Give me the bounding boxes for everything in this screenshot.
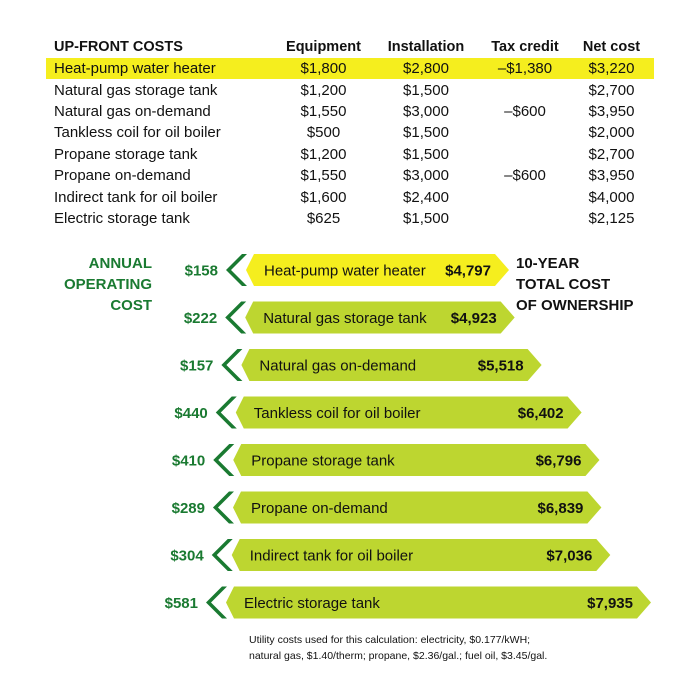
table-cell: Indirect tank for oil boiler	[54, 188, 218, 206]
table-cell: Tankless coil for oil boiler	[54, 124, 221, 142]
total-cost-label: $6,796	[535, 452, 582, 470]
table-cell: $1,800	[276, 58, 371, 79]
bar-left-tab	[216, 397, 237, 429]
table-cell: $3,000	[403, 167, 449, 185]
annual-cost-label: $304	[170, 547, 204, 565]
table-cell: $3,950	[588, 102, 635, 120]
header-equipment: Equipment	[286, 39, 361, 55]
bar-left-tab	[206, 587, 227, 619]
table-cell: –$600	[504, 102, 546, 120]
table-cell: Heat-pump water heater	[46, 58, 276, 79]
bar-category-label: Natural gas on-demand	[259, 357, 417, 375]
header-tax-credit: Tax credit	[491, 39, 559, 55]
bar-left-tab	[213, 444, 234, 476]
annual-operating-cost-label: ANNUAL OPERATING COST	[63, 255, 152, 314]
table-cell: $3,000	[403, 102, 449, 120]
table-cell: $1,500	[403, 124, 449, 142]
annual-cost-label: $440	[174, 405, 208, 422]
annual-cost-label: $410	[171, 452, 206, 470]
total-cost-label: $4,923	[450, 310, 497, 327]
bar-category-label: Indirect tank for oil boiler	[249, 547, 414, 565]
annual-cost-label: $581	[164, 595, 198, 612]
table-cell: $2,700	[588, 145, 635, 163]
bar-category-label: Propane on-demand	[250, 500, 388, 517]
bar-category-label: Electric storage tank	[244, 595, 380, 612]
bar-left-tab	[226, 254, 247, 286]
total-cost-of-ownership-label: 10-YEAR TOTAL COST OF OWNERSHIP	[516, 255, 634, 314]
table-cell: $1,200	[300, 81, 347, 99]
bar-left-tab	[213, 492, 234, 524]
bar-left-tab	[221, 349, 242, 381]
table-cell: $3,220	[569, 58, 654, 79]
bar-left-tab	[212, 539, 233, 571]
table-cell: $500	[306, 124, 341, 142]
table-cell: $1,550	[300, 102, 347, 120]
total-cost-label: $4,797	[445, 262, 491, 280]
table-cell: $2,400	[403, 188, 449, 206]
total-cost-label: $6,402	[517, 405, 564, 422]
table-cell: $1,500	[403, 81, 449, 99]
table-cell: $2,700	[588, 81, 635, 99]
table-cell: $1,200	[300, 145, 347, 163]
table-cell: $1,550	[300, 167, 347, 185]
table-cell: $4,000	[588, 188, 635, 206]
annual-cost-label: $289	[171, 500, 205, 517]
table-cell: –$1,380	[481, 58, 569, 79]
table-cell: Propane storage tank	[54, 145, 198, 163]
table-cell: Propane on-demand	[54, 167, 191, 185]
table-cell: $2,800	[371, 58, 481, 79]
bar-category-label: Heat-pump water heater	[264, 262, 426, 280]
utility-costs-footnote: Utility costs used for this calculation: electricity, $0.177/kWH; natural gas, $1.40/therm; propane, $2.36/gal.; fuel oil, $3.45/gal.	[249, 634, 548, 662]
bar-category-label: Natural gas storage tank	[263, 310, 427, 327]
table-cell: Natural gas on-demand	[54, 102, 211, 120]
total-cost-label: $7,935	[587, 595, 633, 612]
bar-left-tab	[225, 302, 246, 334]
table-cell: –$600	[504, 167, 546, 185]
total-cost-label: $6,839	[537, 500, 584, 517]
table-cell: $2,000	[588, 124, 635, 142]
table-cell: Natural gas storage tank	[54, 81, 218, 99]
total-cost-label: $5,518	[477, 357, 524, 375]
table-cell: $1,500	[403, 209, 449, 227]
table-cell: $625	[306, 209, 341, 227]
header-installation: Installation	[387, 39, 465, 55]
annual-cost-label: $157	[180, 357, 214, 375]
annual-cost-label: $158	[184, 262, 218, 280]
header-net-cost: Net cost	[582, 39, 641, 55]
annual-cost-label: $222	[183, 310, 218, 327]
table-cell: Electric storage tank	[54, 209, 190, 227]
total-cost-label: $7,036	[546, 547, 593, 565]
bar-category-label: Propane storage tank	[251, 452, 395, 470]
table-cell: $3,950	[588, 167, 635, 185]
bar-category-label: Tankless coil for oil boiler	[253, 405, 421, 422]
table-cell: $2,125	[588, 209, 635, 227]
header-upfront-costs: UP-FRONT COSTS	[54, 39, 183, 55]
table-cell: $1,600	[300, 188, 347, 206]
table-cell: $1,500	[403, 145, 449, 163]
